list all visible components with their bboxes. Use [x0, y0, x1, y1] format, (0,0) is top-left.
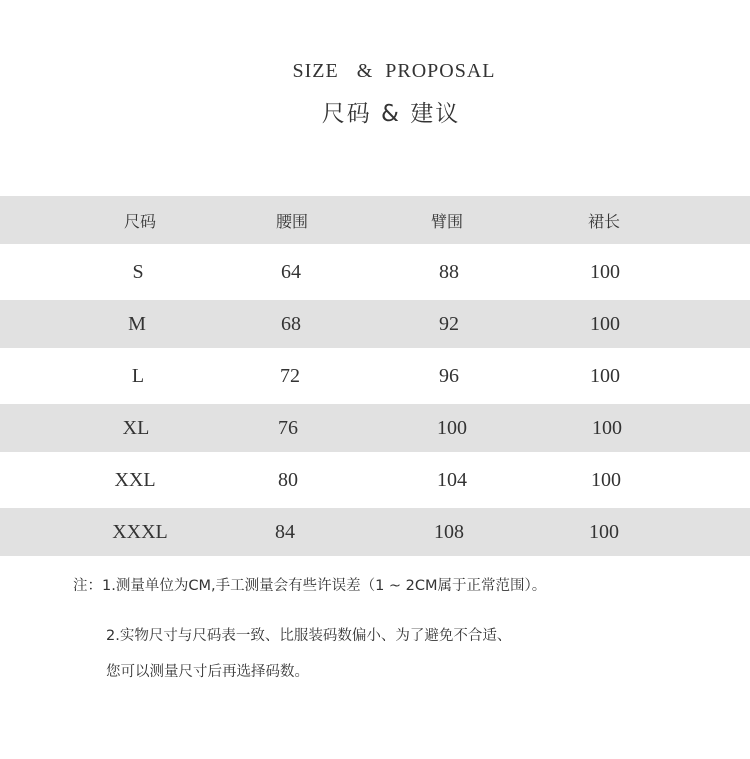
cell-waist: 72 [280, 364, 300, 387]
cell-skirt-length: 100 [590, 312, 620, 335]
cell-size: M [128, 312, 146, 335]
cell-skirt-length: 100 [589, 520, 619, 543]
cell-size: XXXL [112, 520, 168, 543]
cell-arm: 100 [437, 416, 467, 439]
cell-size: XXL [114, 468, 156, 491]
cell-size: S [132, 260, 144, 283]
table-row [0, 508, 750, 556]
note-line-3: 您可以测量尺寸后再选择码数。 [106, 664, 309, 680]
cell-arm: 92 [439, 312, 459, 335]
cell-waist: 84 [275, 520, 295, 543]
header-skirt-length: 裙长 [587, 211, 620, 231]
cell-arm: 108 [434, 520, 464, 543]
cell-waist: 76 [278, 416, 298, 439]
cell-waist: 80 [278, 468, 298, 491]
cell-arm: 104 [437, 468, 467, 491]
title-chinese: 尺码 & 建议 [321, 101, 461, 127]
cell-size: L [131, 364, 145, 387]
table-header-row [0, 196, 750, 244]
table-row [0, 452, 750, 508]
cell-skirt-length: 100 [592, 416, 622, 439]
cell-skirt-length: 100 [591, 468, 621, 491]
table-row [0, 404, 750, 452]
cell-arm: 96 [439, 364, 459, 387]
cell-skirt-length: 100 [590, 260, 620, 283]
cell-waist: 68 [281, 312, 301, 335]
cell-arm: 88 [439, 260, 459, 283]
table-row [0, 300, 750, 348]
table-row [0, 244, 750, 300]
table-row [0, 348, 750, 404]
cell-waist: 64 [281, 260, 301, 283]
title-english: SIZE & PROPOSAL [292, 60, 496, 82]
cell-size: XL [122, 416, 150, 439]
header-arm: 臂围 [430, 211, 463, 231]
note-line-1: 注：1.测量单位为CM,手工测量会有些许误差（1 ~ 2CM属于正常范围）。 [73, 578, 547, 594]
header-waist: 腰围 [275, 211, 308, 231]
header-size: 尺码 [123, 211, 156, 231]
cell-skirt-length: 100 [590, 364, 620, 387]
note-line-2: 2.实物尺寸与尺码表一致、比服装码数偏小、为了避免不合适、 [106, 628, 512, 644]
